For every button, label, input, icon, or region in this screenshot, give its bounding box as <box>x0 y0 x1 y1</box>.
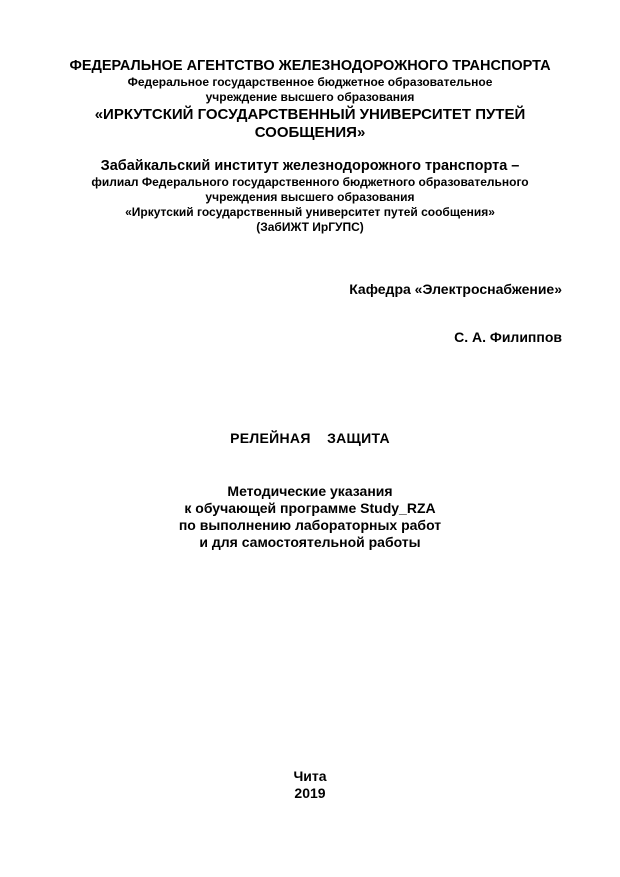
institution-type-line: Федеральное государственное бюджетное образовательное <box>127 75 493 89</box>
document-subtitle <box>0 483 620 551</box>
document-title-text: РЕЛЕЙНАЯ ЗАЩИТА <box>230 430 390 446</box>
document-title <box>0 430 620 446</box>
institute-name: Забайкальский институт железнодорожного транспорта – <box>100 158 520 174</box>
agency-header <box>0 58 620 142</box>
institute-branch-line: филиал Федерального государственного бюджетного образовательного <box>91 175 529 189</box>
publication-footer <box>0 768 620 802</box>
author-name: С. А. Филиппов <box>454 329 562 345</box>
publication-city: Чита <box>293 768 327 784</box>
institute-abbreviation: (ЗабИЖТ ИрГУПС) <box>256 220 364 234</box>
institute-header <box>0 157 620 235</box>
department-name: Кафедра «Электроснабжение» <box>349 281 562 297</box>
university-name: «ИРКУТСКИЙ ГОСУДАРСТВЕННЫЙ УНИВЕРСИТЕТ ПУТЕЙ <box>94 106 526 123</box>
publication-year: 2019 <box>294 785 326 801</box>
subtitle-line: по выполнению лабораторных работ <box>178 517 442 533</box>
university-name: СООБЩЕНИЯ» <box>254 124 366 141</box>
agency-name: ФЕДЕРАЛЬНОЕ АГЕНТСТВО ЖЕЛЕЗНОДОРОЖНОГО ТРАНСПОРТА <box>69 58 551 74</box>
subtitle-line: Методические указания <box>227 483 393 499</box>
subtitle-line: к обучающей программе Study_RZA <box>184 500 436 516</box>
institute-branch-line: учреждения высшего образования <box>205 190 415 204</box>
institution-type-line: учреждение высшего образования <box>205 90 415 104</box>
subtitle-line: и для самостоятельной работы <box>199 534 421 550</box>
institute-branch-line: «Иркутский государственный университет путей сообщения» <box>125 205 495 219</box>
